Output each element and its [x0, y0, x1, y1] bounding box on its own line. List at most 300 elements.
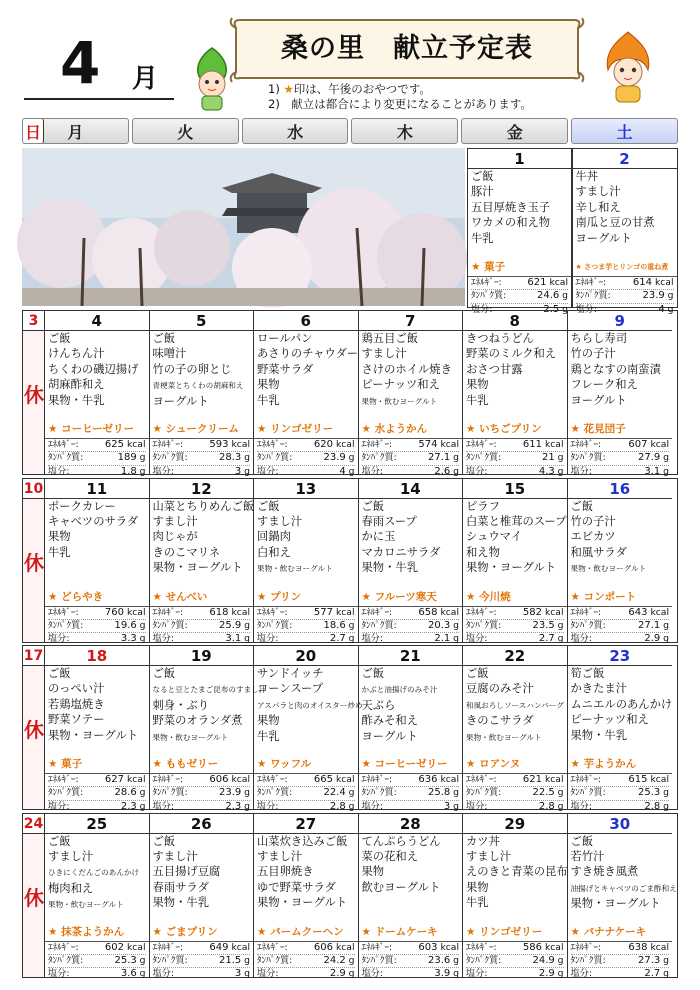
protein-row: ﾀﾝﾊﾟｸ質: 27.1 g: [362, 452, 460, 465]
menu-item: 牛乳: [471, 231, 494, 245]
menu-item: すき焼き風煮: [570, 865, 639, 879]
menu-item: 天ぷら: [361, 698, 396, 712]
snack-label: ★ いちごプリン: [466, 423, 542, 435]
menu-item: ちらし寿司: [570, 332, 627, 345]
menu-item: ワカメの和え物: [471, 216, 551, 230]
day-cell: [359, 814, 464, 980]
energy-row: ｴﾈﾙｷﾞｰ: 620 kcal: [257, 439, 355, 452]
day-number: 11: [45, 479, 149, 499]
protein-row: ﾀﾝﾊﾟｸ質: 28.6 g: [48, 787, 146, 800]
menu-item: キャベツのサラダ: [48, 514, 139, 528]
day-number: 23: [568, 646, 673, 666]
menu-item: ご飯: [152, 332, 176, 345]
protein-value: 23.9: [323, 452, 346, 464]
salt-value: 2.5: [543, 303, 560, 315]
nutrition: [150, 773, 254, 813]
day-number: 20: [254, 646, 358, 666]
dow-thursday: 木: [351, 118, 458, 144]
day-number: 26: [150, 814, 254, 834]
salt-value: 4: [339, 465, 346, 477]
salt-value: 2.1: [434, 633, 451, 645]
day-number: 4: [45, 311, 149, 331]
protein-value: 20.3: [427, 619, 451, 631]
menu-item: ご飯: [152, 834, 176, 848]
menu-item: かぶと油揚げのみそ汁: [361, 685, 438, 695]
menu-list: [568, 666, 673, 756]
menu-list: [359, 666, 463, 756]
protein-row: ﾀﾝﾊﾟｸ質: 22.4 g: [257, 787, 355, 800]
week-row: [22, 813, 678, 978]
energy-row: ｴﾈﾙｷﾞｰ: 603 kcal: [362, 942, 460, 955]
notes: [268, 82, 532, 112]
menu-list: [568, 499, 673, 589]
nutrition: [463, 773, 567, 813]
menu-item: 飲むヨーグルト: [361, 880, 441, 894]
day-cell: [568, 311, 673, 477]
menu-item: 果物・飲むヨーグルト: [570, 564, 647, 574]
energy-value: 627: [104, 774, 125, 785]
protein-row: ﾀﾝﾊﾟｸ質: 21.5 g: [153, 955, 251, 968]
protein-row: ﾀﾝﾊﾟｸ質: 23.9 g: [576, 290, 674, 303]
protein-value: 24.9: [532, 954, 555, 966]
menu-item: 野菜サラダ: [257, 362, 314, 376]
nutrition: [254, 941, 358, 981]
menu-item: 回鍋肉: [257, 530, 291, 544]
menu-list: [45, 499, 149, 589]
protein-row: ﾀﾝﾊﾟｸ質: 25.3 g: [571, 787, 670, 800]
menu-item: 果物・飲むヨーグルト: [48, 900, 124, 910]
protein-value: 24.2: [323, 954, 346, 966]
salt-value: 1.8: [120, 465, 137, 477]
menu-item: 若鶏塩焼き: [48, 697, 105, 711]
day-number: 25: [45, 814, 149, 834]
menu-item: フレーク和え: [570, 378, 638, 392]
energy-row: ｴﾈﾙｷﾞｰ: 615 kcal: [571, 774, 670, 787]
day-number: 21: [359, 646, 463, 666]
salt-row: 塩分: 2.1 g: [361, 633, 459, 645]
month-label: 月: [132, 64, 159, 94]
menu-list: [150, 499, 254, 589]
energy-value: 611: [522, 439, 543, 450]
menu-item: すまし汁: [466, 849, 512, 863]
month-underline: [24, 98, 174, 100]
day-cell: [359, 646, 464, 812]
menu-item: けんちん汁: [48, 347, 105, 361]
menu-item: コーンスープ: [257, 682, 324, 696]
menu-item: 鶏五目ご飯: [361, 332, 418, 345]
menu-item: ご飯: [152, 667, 176, 680]
menu-item: ヨーグルト: [152, 394, 209, 408]
menu-item: 豚汁: [471, 185, 494, 199]
snack-label: ★ 抹茶ようかん: [48, 925, 125, 938]
snack-label: ★ 水ようかん: [361, 423, 428, 435]
protein-value: 23.9: [642, 290, 665, 302]
menu-item: 果物・牛乳: [570, 728, 627, 742]
menu-item: なると豆とたまご昆布のすまし汁: [152, 685, 267, 695]
menu-item: 豆腐のみそ汁: [466, 682, 534, 696]
closed-label: 休: [24, 718, 44, 742]
menu-item: すまし汁: [361, 347, 407, 361]
snack-label: ★ さつま芋とリンゴの重ね煮: [575, 263, 669, 271]
menu-item: アスパラと肉のオイスター炒め: [257, 700, 363, 710]
day-cell: [254, 646, 363, 812]
salt-row: 塩分: 3 g: [361, 800, 459, 812]
nutrition: [359, 773, 463, 813]
protein-value: 23.5: [532, 619, 555, 631]
menu-item: 春雨スープ: [361, 514, 417, 528]
salt-row: 塩分: 4 g: [575, 303, 674, 315]
sunday-date: 24: [23, 815, 44, 832]
menu-item: 油揚げとキャベツのごま酢和え: [570, 883, 677, 893]
menu-item: すまし汁: [575, 185, 621, 199]
nutrition: [359, 941, 463, 981]
menu-item: 果物・飲むヨーグルト: [466, 732, 542, 742]
energy-value: 621: [522, 774, 543, 785]
energy-row: ｴﾈﾙｷﾞｰ: 618 kcal: [153, 607, 251, 620]
sunday-cell: [23, 814, 45, 977]
flame-character-icon: [596, 30, 660, 110]
energy-row: ｴﾈﾙｷﾞｰ: 658 kcal: [362, 607, 460, 620]
protein-value: 28.3: [218, 452, 242, 464]
menu-list: [45, 666, 149, 756]
month: [60, 28, 160, 98]
protein-row: ﾀﾝﾊﾟｸ質: 28.3 g: [153, 452, 251, 465]
menu-list: [359, 331, 463, 421]
nutrition: [45, 773, 149, 813]
day-cell: [45, 479, 150, 645]
energy-value: 636: [418, 774, 438, 785]
menu-item: きつねうどん: [466, 332, 534, 345]
menu-item: 果物・ヨーグルト: [48, 728, 139, 742]
sunday-cell: [23, 311, 45, 474]
salt-row: 塩分: 1.8 g: [48, 465, 146, 477]
sunday-date: 17: [23, 648, 44, 664]
menu-item: ご飯: [257, 499, 280, 513]
day-cell: [254, 479, 359, 645]
salt-row: 塩分: 4 g: [257, 465, 355, 477]
menu-item: すまし汁: [257, 849, 303, 863]
nutrition: [254, 438, 358, 478]
energy-row: ｴﾈﾙｷﾞｰ: 602 kcal: [48, 942, 146, 955]
salt-value: 4: [658, 303, 665, 315]
energy-value: 606: [313, 941, 334, 953]
menu-item: 菜の花和え: [361, 849, 418, 863]
protein-value: 25.3: [637, 787, 661, 799]
salt-value: 2.3: [225, 800, 242, 812]
protein-value: 25.9: [218, 619, 242, 631]
day-number: 18: [45, 646, 149, 666]
day-number: 8: [463, 311, 567, 331]
menu-list: [150, 834, 254, 924]
energy-value: 602: [104, 941, 125, 953]
sunday-cell: [23, 646, 45, 809]
day-cell: [463, 311, 568, 477]
protein-value: 21: [542, 452, 555, 464]
week-row-1: [22, 148, 678, 315]
note-1: 1) ★印は、午後のおやつです。: [268, 82, 431, 96]
menu-item: ロールパン: [257, 332, 313, 345]
menu-item: ピーナッツ和え: [361, 378, 440, 392]
nutrition: [45, 941, 149, 981]
menu-item: 果物: [257, 714, 280, 728]
menu-list: [359, 499, 463, 589]
header: [0, 0, 700, 118]
salt-value: 2.8: [644, 800, 661, 812]
menu-item: ご飯: [466, 667, 489, 680]
menu-item: 和風サラダ: [570, 545, 627, 559]
nutrition: [150, 606, 254, 646]
day-number: 7: [359, 311, 463, 331]
salt-value: 2.8: [538, 800, 555, 812]
dow-monday: 月: [22, 118, 129, 144]
menu-item: かきたま汁: [570, 682, 627, 696]
menu-list: [463, 666, 567, 756]
energy-row: ｴﾈﾙｷﾞｰ: 582 kcal: [466, 607, 564, 620]
day-cell: [45, 311, 150, 477]
energy-value: 649: [209, 941, 229, 953]
protein-value: 22.4: [323, 787, 346, 799]
menu-list: [468, 169, 571, 259]
sunday-date: 3: [23, 311, 44, 331]
day-cell: [150, 311, 255, 477]
protein-value: 19.6: [114, 619, 137, 631]
menu-item: 五目厚焼き玉子: [471, 200, 551, 214]
menu-item: 辛し和え: [575, 200, 621, 214]
day-cell: [568, 479, 673, 645]
day-cell: [467, 148, 572, 315]
energy-value: 620: [313, 439, 334, 450]
snack-label: ★ バナナケーキ: [570, 925, 647, 938]
menu-list: [254, 331, 358, 421]
protein-row: ﾀﾝﾊﾟｸ質: 23.9 g: [153, 787, 251, 800]
energy-row: ｴﾈﾙｷﾞｰ: 593 kcal: [153, 439, 251, 452]
energy-value: 574: [418, 439, 438, 450]
snack-label: ★ コーヒーゼリー: [361, 758, 448, 770]
salt-value: 2.7: [329, 633, 346, 645]
protein-row: ﾀﾝﾊﾟｸ質: 20.3 g: [362, 620, 460, 633]
nutrition: [45, 606, 149, 646]
salt-row: 塩分: 2.7 g: [257, 633, 355, 645]
nutrition: [150, 438, 254, 478]
protein-row: ﾀﾝﾊﾟｸ質: 22.5 g: [466, 787, 564, 800]
protein-value: 22.5: [532, 787, 555, 799]
nutrition: [254, 773, 358, 813]
day-cell: [150, 646, 267, 812]
energy-row: ｴﾈﾙｷﾞｰ: 649 kcal: [153, 942, 251, 955]
menu-item: 果物・牛乳: [152, 896, 209, 910]
menu-list: [568, 834, 677, 924]
energy-row: ｴﾈﾙｷﾞｰ: 627 kcal: [48, 774, 146, 787]
energy-value: 577: [313, 606, 334, 618]
nutrition: [568, 941, 673, 981]
snack-label: ★ ももゼリー: [152, 758, 219, 770]
menu-item: 胡麻酢和え: [48, 378, 105, 392]
menu-list: [463, 499, 567, 589]
menu-item: 野菜ソテー: [48, 713, 105, 727]
menu-item: あさりのチャウダー: [257, 347, 359, 361]
nutrition: [359, 438, 463, 478]
nutrition: [463, 438, 567, 478]
snack-label: ★ 菓子: [471, 261, 506, 273]
salt-row: 塩分: 2.3 g: [48, 800, 146, 812]
energy-value: 760: [104, 606, 125, 618]
protein-value: 27.1: [427, 452, 451, 464]
nutrition: [45, 438, 149, 478]
day-number: 12: [150, 479, 254, 499]
salt-value: 4.3: [538, 465, 555, 477]
day-number: 5: [150, 311, 254, 331]
menu-item: 野菜のミルク和え: [466, 347, 557, 361]
snack-label: ★ リンゴゼリー: [257, 423, 334, 435]
energy-row: ｴﾈﾙｷﾞｰ: 611 kcal: [466, 439, 564, 452]
menu-item: 果物・飲むヨーグルト: [152, 732, 229, 742]
dow-friday: 金: [461, 118, 568, 144]
salt-row: 塩分: 2.7 g: [570, 968, 669, 980]
day-number: 30: [568, 814, 673, 834]
day-number: 22: [463, 646, 567, 666]
day-number: 15: [463, 479, 567, 499]
protein-value: 18.6: [323, 619, 346, 631]
menu-list: [463, 834, 567, 924]
sunday-cell: [23, 479, 45, 642]
salt-row: 塩分: 3.1 g: [152, 633, 250, 645]
snack-label: ★ コーヒーゼリー: [48, 423, 134, 435]
menu-list: [45, 331, 149, 421]
menu-item: 牛乳: [466, 896, 489, 910]
menu-list: [150, 331, 254, 421]
salt-value: 2.3: [120, 800, 137, 812]
menu-item: 若竹汁: [570, 849, 605, 863]
energy-value: 614: [632, 277, 653, 288]
energy-row: ｴﾈﾙｷﾞｰ: 586 kcal: [466, 942, 564, 955]
protein-row: ﾀﾝﾊﾟｸ質: 24.9 g: [466, 955, 564, 968]
menu-item: かに玉: [361, 530, 396, 544]
snack-label: ★ 今川焼: [466, 590, 511, 603]
energy-value: 658: [418, 606, 438, 618]
energy-row: ｴﾈﾙｷﾞｰ: 638 kcal: [571, 942, 670, 955]
menu-item: 牛乳: [466, 393, 489, 407]
menu-list: [568, 331, 673, 421]
menu-item: ムニエルのあんかけ: [570, 697, 673, 711]
salt-row: 塩分: 3 g: [152, 465, 250, 477]
snack-label: ★ どらやき: [48, 590, 104, 603]
menu-list: [150, 666, 267, 756]
day-cell: [45, 814, 150, 980]
day-number: 29: [463, 814, 567, 834]
menu-list: [359, 834, 463, 924]
salt-row: 塩分: 3.1 g: [570, 465, 669, 477]
snack-label: ★ 菓子: [48, 758, 83, 770]
menu-item: 果物・ヨーグルト: [152, 561, 243, 575]
menu-item: 竹の子の卵とじ: [152, 362, 232, 376]
week-row: [22, 310, 678, 475]
protein-value: 27.3: [637, 954, 661, 966]
salt-value: 3.6: [120, 968, 137, 980]
salt-row: 塩分: 3.9 g: [361, 968, 459, 980]
menu-item: 野菜のオランダ煮: [152, 714, 243, 728]
energy-value: 625: [104, 439, 125, 450]
menu-item: 果物: [466, 880, 489, 894]
menu-list: [45, 834, 149, 924]
note-2: 2) 献立は都合により変更になることがあります。: [268, 97, 532, 111]
menu-item: ご飯: [48, 834, 71, 848]
menu-item: 牛乳: [257, 393, 280, 407]
energy-value: 643: [628, 606, 648, 618]
day-number: 6: [254, 311, 358, 331]
month-number: 4: [60, 29, 101, 97]
energy-row: ｴﾈﾙｷﾞｰ: 574 kcal: [362, 439, 460, 452]
menu-item: 竹の子汁: [570, 347, 616, 361]
protein-value: 27.9: [637, 452, 661, 464]
salt-value: 3: [234, 465, 242, 477]
day-number: 27: [254, 814, 358, 834]
page-title: 桑の里 献立予定表: [281, 33, 533, 64]
menu-item: 山菜とちりめんご飯: [152, 499, 255, 513]
menu-item: てんぷらうどん: [361, 834, 441, 848]
salt-value: 3: [234, 968, 242, 980]
salt-row: 塩分: 3.6 g: [48, 968, 146, 980]
energy-value: 586: [522, 941, 543, 953]
calendar-grid: [22, 148, 678, 980]
menu-item: おさつ甘露: [466, 362, 523, 376]
protein-row: ﾀﾝﾊﾟｸ質: 23.5 g: [466, 620, 564, 633]
menu-item: シュウマイ: [466, 530, 523, 544]
energy-value: 603: [418, 941, 438, 953]
protein-row: ﾀﾝﾊﾟｸ質: 27.9 g: [571, 452, 670, 465]
menu-item: 竹の子汁: [570, 514, 616, 528]
snack-label: ★ バームクーヘン: [257, 925, 344, 938]
protein-row: ﾀﾝﾊﾟｸ質: 27.3 g: [571, 955, 670, 968]
closed-label: 休: [24, 550, 44, 575]
day-cell: [359, 479, 464, 645]
menu-item: 白和え: [257, 545, 291, 559]
energy-row: ｴﾈﾙｷﾞｰ: 625 kcal: [48, 439, 146, 452]
dow-tuesday: 火: [132, 118, 239, 144]
menu-item: きのこサラダ: [466, 714, 534, 728]
salt-value: 3.3: [120, 633, 137, 645]
day-cell: [150, 479, 255, 645]
menu-item: すまし汁: [48, 849, 94, 863]
menu-item: 牛丼: [575, 170, 599, 183]
star-icon: ★: [283, 82, 294, 96]
energy-value: 607: [628, 439, 648, 450]
menu-item: 梅肉和え: [48, 881, 94, 895]
menu-list: [254, 834, 358, 924]
menu-item: カツ丼: [466, 834, 500, 848]
protein-value: 24.6: [536, 290, 560, 302]
energy-row: ｴﾈﾙｷﾞｰ: 665 kcal: [257, 774, 355, 787]
menu-item: 白菜と椎茸のスープ: [466, 514, 567, 528]
menu-item: ヨーグルト: [575, 231, 632, 245]
day-number: 1: [468, 149, 571, 169]
nutrition: [568, 606, 673, 646]
protein-value: 25.3: [114, 954, 137, 966]
protein-value: 25.8: [427, 787, 451, 799]
salt-value: 2.6: [434, 465, 451, 477]
snack-label: ★ コンポート: [570, 590, 637, 603]
menu-list: [463, 331, 567, 421]
menu-item: すまし汁: [152, 514, 198, 528]
salt-row: 塩分: 2.8 g: [466, 800, 564, 812]
snack-label: ★ ロアンヌ: [466, 758, 521, 770]
dow-saturday: 土: [571, 118, 678, 144]
menu-item: 果物: [48, 530, 71, 544]
menu-item: ご飯: [570, 834, 594, 848]
menu-item: 南瓜と豆の甘煮: [575, 216, 655, 230]
menu-item: ゆで野菜サラダ: [257, 880, 336, 894]
salt-value: 3.9: [434, 968, 451, 980]
menu-item: ヨーグルト: [361, 729, 418, 743]
